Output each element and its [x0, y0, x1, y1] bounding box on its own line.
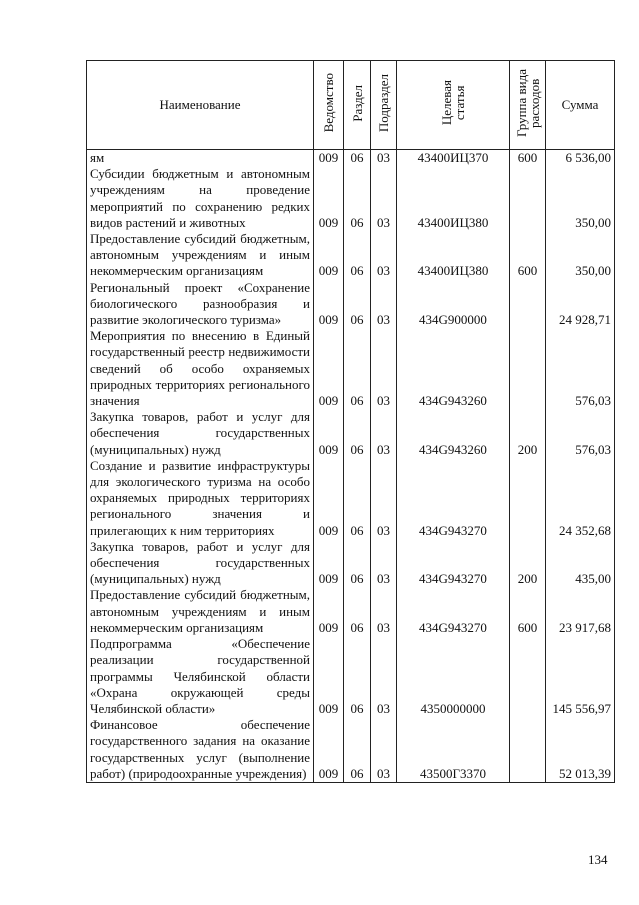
row-summa-cell: 350,00 — [546, 166, 615, 231]
row-gruppa-cell: 600 — [510, 231, 546, 280]
row-name-cell: Закупка товаров, работ и услуг для обеспечения государственных (муниципальных) нужд — [87, 539, 314, 588]
table-row — [87, 166, 615, 231]
row-podrazdel-cell: 03 — [371, 409, 397, 458]
row-razdel-cell: 06 — [344, 409, 371, 458]
row-summa-cell: 24 352,68 — [546, 458, 615, 539]
row-gruppa-cell: 600 — [510, 150, 546, 167]
table-row — [87, 717, 615, 782]
row-name-cell: Предоставление субсидий бюджетным, автономным учреждениям и иным некоммерческим организациям — [87, 231, 314, 280]
row-name-cell: Субсидии бюджетным и автономным учреждениям на проведение мероприятий по сохранению редких видов растений и животных — [87, 166, 314, 231]
header-tselevaya-label: Целевая статья — [439, 80, 467, 126]
row-tselevaya-cell: 43400ИЦ380 — [397, 166, 510, 231]
row-tselevaya-cell: 43400ИЦ380 — [397, 231, 510, 280]
row-tselevaya-cell: 434G943260 — [397, 409, 510, 458]
row-razdel-cell: 06 — [344, 150, 371, 167]
budget-table — [86, 60, 615, 783]
row-podrazdel-cell: 03 — [371, 636, 397, 717]
table-row — [87, 539, 615, 588]
header-gruppa-label: Группа вида расходов — [513, 68, 542, 137]
row-vedomstvo-cell: 009 — [314, 409, 344, 458]
row-name-cell: Предоставление субсидий бюджетным, автономным учреждениям и иным некоммерческим организациям — [87, 587, 314, 636]
row-summa-cell: 576,03 — [546, 328, 615, 409]
header-tselevaya — [397, 61, 510, 150]
header-podrazdel-label: Подраздел — [376, 73, 391, 132]
row-tselevaya-cell: 434G943270 — [397, 539, 510, 588]
row-razdel-cell: 06 — [344, 166, 371, 231]
row-razdel-cell: 06 — [344, 587, 371, 636]
row-razdel-cell: 06 — [344, 539, 371, 588]
table-row — [87, 636, 615, 717]
row-razdel-cell: 06 — [344, 458, 371, 539]
row-vedomstvo-cell: 009 — [314, 150, 344, 167]
row-vedomstvo-cell: 009 — [314, 717, 344, 782]
header-razdel-label: Раздел — [349, 84, 365, 122]
row-gruppa-cell: 200 — [510, 539, 546, 588]
table-row — [87, 587, 615, 636]
row-podrazdel-cell: 03 — [371, 166, 397, 231]
table-row — [87, 150, 615, 167]
row-gruppa-cell: 600 — [510, 587, 546, 636]
row-summa-cell: 23 917,68 — [546, 587, 615, 636]
row-summa-cell: 145 556,97 — [546, 636, 615, 717]
row-summa-cell: 435,00 — [546, 539, 615, 588]
row-gruppa-cell — [510, 717, 546, 782]
row-razdel-cell: 06 — [344, 280, 371, 329]
row-vedomstvo-cell: 009 — [314, 231, 344, 280]
row-name-cell: ям — [87, 150, 314, 167]
row-name-cell: Региональный проект «Сохранение биологического разнообразия и развитие экологического туризма» — [87, 280, 314, 329]
row-tselevaya-cell: 43500Г3370 — [397, 717, 510, 782]
table-row — [87, 280, 615, 329]
row-gruppa-cell — [510, 166, 546, 231]
row-gruppa-cell — [510, 636, 546, 717]
row-tselevaya-cell: 434G943270 — [397, 587, 510, 636]
row-vedomstvo-cell: 009 — [314, 587, 344, 636]
row-podrazdel-cell: 03 — [371, 458, 397, 539]
row-vedomstvo-cell: 009 — [314, 458, 344, 539]
header-summa: Сумма — [546, 61, 615, 150]
row-summa-cell: 576,03 — [546, 409, 615, 458]
table-header-row — [87, 61, 615, 150]
header-gruppa — [510, 61, 546, 150]
row-razdel-cell: 06 — [344, 231, 371, 280]
table-row — [87, 409, 615, 458]
table-row — [87, 328, 615, 409]
row-name-cell: Мероприятия по внесению в Единый государственный реестр недвижимости сведений об особо охраняемых природных территориях регионального значения — [87, 328, 314, 409]
row-podrazdel-cell: 03 — [371, 539, 397, 588]
header-razdel — [344, 61, 371, 150]
row-name-cell: Закупка товаров, работ и услуг для обеспечения государственных (муниципальных) нужд — [87, 409, 314, 458]
row-podrazdel-cell: 03 — [371, 231, 397, 280]
row-vedomstvo-cell: 009 — [314, 328, 344, 409]
row-gruppa-cell — [510, 328, 546, 409]
header-name: Наименование — [87, 61, 314, 150]
header-vedomstvo-label: Ведомство — [321, 73, 336, 133]
table-row — [87, 458, 615, 539]
page-number: 134 — [588, 852, 608, 867]
table-row — [87, 231, 615, 280]
row-tselevaya-cell: 434G900000 — [397, 280, 510, 329]
row-summa-cell: 6 536,00 — [546, 150, 615, 167]
row-gruppa-cell — [510, 280, 546, 329]
row-podrazdel-cell: 03 — [371, 717, 397, 782]
header-podrazdel — [371, 61, 397, 150]
row-summa-cell: 52 013,39 — [546, 717, 615, 782]
row-name-cell: Создание и развитие инфраструктуры для экологического туризма на особо охраняемых природных территориях регионального значения и прилегающих к ним территориях — [87, 458, 314, 539]
row-podrazdel-cell: 03 — [371, 280, 397, 329]
row-vedomstvo-cell: 009 — [314, 280, 344, 329]
row-podrazdel-cell: 03 — [371, 587, 397, 636]
row-summa-cell: 24 928,71 — [546, 280, 615, 329]
row-name-cell: Финансовое обеспечение государственного задания на оказание государственных услуг (выполнение работ) (природоохранные учреждения) — [87, 717, 314, 782]
row-razdel-cell: 06 — [344, 717, 371, 782]
table-body — [87, 150, 615, 783]
row-gruppa-cell: 200 — [510, 409, 546, 458]
row-podrazdel-cell: 03 — [371, 150, 397, 167]
row-tselevaya-cell: 43400ИЦ370 — [397, 150, 510, 167]
row-gruppa-cell — [510, 458, 546, 539]
row-tselevaya-cell: 4350000000 — [397, 636, 510, 717]
header-vedomstvo — [314, 61, 344, 150]
row-vedomstvo-cell: 009 — [314, 636, 344, 717]
row-podrazdel-cell: 03 — [371, 328, 397, 409]
row-name-cell: Подпрограмма «Обеспечение реализации государственной программы Челябинской области «Охрана окружающей среды Челябинской области» — [87, 636, 314, 717]
row-vedomstvo-cell: 009 — [314, 166, 344, 231]
row-tselevaya-cell: 434G943270 — [397, 458, 510, 539]
row-razdel-cell: 06 — [344, 328, 371, 409]
row-tselevaya-cell: 434G943260 — [397, 328, 510, 409]
row-vedomstvo-cell: 009 — [314, 539, 344, 588]
row-summa-cell: 350,00 — [546, 231, 615, 280]
row-razdel-cell: 06 — [344, 636, 371, 717]
